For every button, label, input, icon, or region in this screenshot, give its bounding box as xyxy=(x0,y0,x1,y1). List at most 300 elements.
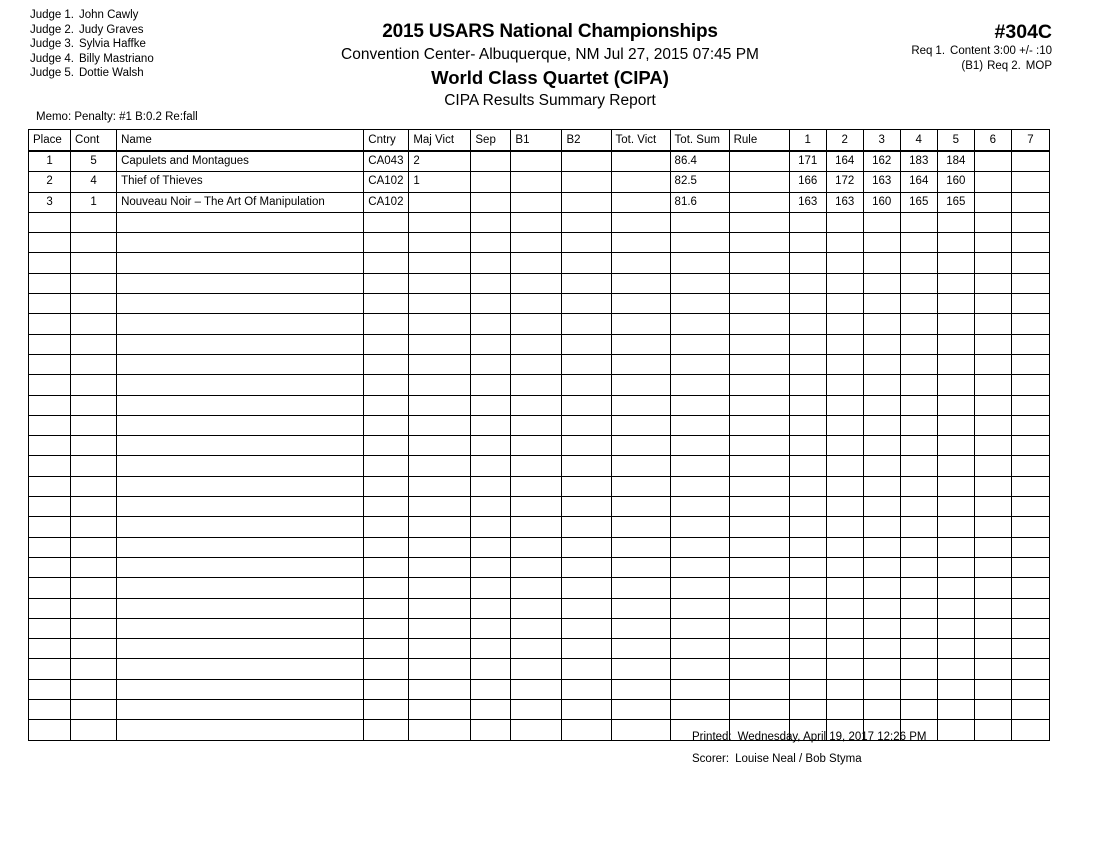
cell-empty xyxy=(611,314,670,334)
cell-empty xyxy=(511,253,562,273)
cell-empty xyxy=(611,700,670,720)
column-header-7: 7 xyxy=(1011,130,1049,152)
judge-number: 4. xyxy=(64,52,74,65)
cell-empty xyxy=(974,639,1011,659)
cell-empty xyxy=(670,578,729,598)
cell-empty xyxy=(729,294,789,314)
cell-empty xyxy=(117,659,364,679)
cell-empty xyxy=(789,537,826,557)
cell-empty xyxy=(511,598,562,618)
cell-empty xyxy=(409,415,471,435)
cell-empty xyxy=(364,253,409,273)
cell-empty xyxy=(117,395,364,415)
cell-judge-score-3: 163 xyxy=(863,172,900,192)
cell-empty xyxy=(1011,476,1049,496)
cell-empty xyxy=(974,456,1011,476)
cell-empty xyxy=(789,233,826,253)
cell-empty xyxy=(900,598,937,618)
requirement-line xyxy=(907,44,1052,59)
table-row xyxy=(29,172,1050,192)
cell-empty xyxy=(611,436,670,456)
cell-empty xyxy=(471,294,511,314)
cell-empty xyxy=(863,314,900,334)
cell-empty xyxy=(471,639,511,659)
requirement-text: Content 3:00 +/- :10 xyxy=(950,45,1052,57)
requirement-word: Req xyxy=(987,60,1009,72)
printed-label: Printed: xyxy=(692,731,732,743)
column-header-1: 1 xyxy=(789,130,826,152)
cell-empty xyxy=(409,578,471,598)
cell-empty xyxy=(562,395,611,415)
cell-empty xyxy=(471,578,511,598)
cell-empty xyxy=(409,294,471,314)
cell-empty xyxy=(562,375,611,395)
cell-empty xyxy=(364,476,409,496)
cell-empty xyxy=(29,253,71,273)
table-row xyxy=(29,192,1050,212)
judge-entry xyxy=(30,37,154,52)
cell-empty xyxy=(826,497,863,517)
cell-empty xyxy=(29,436,71,456)
cell-empty xyxy=(729,334,789,354)
cell-empty xyxy=(611,720,670,740)
table-row-empty xyxy=(29,375,1050,395)
cell-b2 xyxy=(562,192,611,212)
cell-empty xyxy=(729,415,789,435)
scorer-label: Scorer: xyxy=(692,753,730,765)
cell-empty xyxy=(117,639,364,659)
cell-empty xyxy=(789,354,826,374)
table-row-empty xyxy=(29,334,1050,354)
cell-empty xyxy=(937,537,974,557)
cell-empty xyxy=(826,395,863,415)
cell-empty xyxy=(937,415,974,435)
cell-empty xyxy=(937,497,974,517)
cell-empty xyxy=(117,253,364,273)
report-header xyxy=(250,20,850,112)
cell-empty xyxy=(29,476,71,496)
judges-list xyxy=(30,8,154,81)
results-table-container xyxy=(28,129,1050,741)
cell-empty xyxy=(1011,517,1049,537)
cell-empty xyxy=(937,700,974,720)
cell-empty xyxy=(511,273,562,293)
cell-judge-score-7 xyxy=(1011,192,1049,212)
cell-empty xyxy=(364,618,409,638)
judge-entry xyxy=(30,52,154,67)
cell-empty xyxy=(974,354,1011,374)
cell-empty xyxy=(670,314,729,334)
cell-empty xyxy=(611,679,670,699)
cell-empty xyxy=(826,659,863,679)
table-header-row xyxy=(29,130,1050,152)
cell-empty xyxy=(409,273,471,293)
cell-empty xyxy=(1011,395,1049,415)
cell-empty xyxy=(1011,354,1049,374)
table-row-empty xyxy=(29,557,1050,577)
cell-maj-vict: 1 xyxy=(409,172,471,192)
cell-empty xyxy=(729,476,789,496)
cell-empty xyxy=(511,456,562,476)
cell-empty xyxy=(1011,415,1049,435)
cell-empty xyxy=(789,659,826,679)
cell-empty xyxy=(29,212,71,232)
cell-empty xyxy=(471,436,511,456)
cell-empty xyxy=(611,375,670,395)
cell-empty xyxy=(29,639,71,659)
judge-entry xyxy=(30,8,154,23)
cell-judge-score-4: 165 xyxy=(900,192,937,212)
cell-empty xyxy=(789,557,826,577)
cell-empty xyxy=(29,497,71,517)
cell-empty xyxy=(826,334,863,354)
cell-empty xyxy=(409,375,471,395)
cell-empty xyxy=(900,294,937,314)
cell-empty xyxy=(364,578,409,598)
cell-empty xyxy=(729,436,789,456)
cell-empty xyxy=(471,618,511,638)
column-header-b1: B1 xyxy=(511,130,562,152)
cell-empty xyxy=(71,294,117,314)
cell-empty xyxy=(117,334,364,354)
cell-empty xyxy=(409,456,471,476)
cell-empty xyxy=(863,497,900,517)
cell-empty xyxy=(826,618,863,638)
cell-empty xyxy=(562,618,611,638)
cell-judge-score-6 xyxy=(974,192,1011,212)
table-row-empty xyxy=(29,354,1050,374)
cell-empty xyxy=(729,212,789,232)
cell-empty xyxy=(71,395,117,415)
cell-empty xyxy=(611,212,670,232)
cell-empty xyxy=(863,294,900,314)
cell-empty xyxy=(900,679,937,699)
table-row-empty xyxy=(29,618,1050,638)
cell-empty xyxy=(611,537,670,557)
cell-empty xyxy=(409,598,471,618)
cell-empty xyxy=(863,375,900,395)
cell-empty xyxy=(670,700,729,720)
cell-empty xyxy=(117,212,364,232)
cell-empty xyxy=(364,537,409,557)
cell-empty xyxy=(974,618,1011,638)
cell-empty xyxy=(974,476,1011,496)
cell-empty xyxy=(71,537,117,557)
cell-maj-vict: 2 xyxy=(409,151,471,172)
cell-empty xyxy=(562,700,611,720)
cell-empty xyxy=(974,436,1011,456)
cell-empty xyxy=(863,273,900,293)
cell-empty xyxy=(937,395,974,415)
cell-empty xyxy=(863,212,900,232)
cell-empty xyxy=(826,557,863,577)
cell-empty xyxy=(1011,720,1049,740)
cell-empty xyxy=(611,639,670,659)
cell-empty xyxy=(937,294,974,314)
cell-empty xyxy=(826,375,863,395)
cell-tot-vict xyxy=(611,151,670,172)
cell-judge-score-5: 160 xyxy=(937,172,974,192)
cell-empty xyxy=(826,679,863,699)
cell-empty xyxy=(789,334,826,354)
cell-empty xyxy=(471,679,511,699)
cell-empty xyxy=(670,537,729,557)
cell-empty xyxy=(974,578,1011,598)
cell-judge-score-2: 172 xyxy=(826,172,863,192)
cell-empty xyxy=(29,578,71,598)
column-header-maj-vict: Maj Vict xyxy=(409,130,471,152)
cell-empty xyxy=(409,354,471,374)
cell-empty xyxy=(29,659,71,679)
cell-empty xyxy=(1011,253,1049,273)
cell-empty xyxy=(29,415,71,435)
cell-empty xyxy=(670,659,729,679)
cell-empty xyxy=(611,497,670,517)
cell-empty xyxy=(71,456,117,476)
cell-empty xyxy=(937,253,974,273)
cell-empty xyxy=(974,415,1011,435)
cell-empty xyxy=(789,253,826,273)
requirement-prefix: (B1) xyxy=(961,60,984,72)
cell-empty xyxy=(364,557,409,577)
cell-empty xyxy=(974,233,1011,253)
cell-empty xyxy=(611,517,670,537)
meet-title: 2015 USARS National Championships xyxy=(382,21,718,42)
cell-empty xyxy=(670,233,729,253)
cell-empty xyxy=(562,598,611,618)
cell-empty xyxy=(409,557,471,577)
cell-tot-sum: 82.5 xyxy=(670,172,729,192)
judge-entry xyxy=(30,66,154,81)
cell-empty xyxy=(471,415,511,435)
cell-empty xyxy=(71,679,117,699)
cell-empty xyxy=(71,212,117,232)
cell-empty xyxy=(670,456,729,476)
memo-text: Memo: Penalty: #1 B:0.2 Re:fall xyxy=(36,111,198,123)
cell-empty xyxy=(409,334,471,354)
cell-empty xyxy=(974,334,1011,354)
cell-empty xyxy=(1011,314,1049,334)
cell-empty xyxy=(511,720,562,740)
table-row xyxy=(29,151,1050,172)
cell-empty xyxy=(863,517,900,537)
cell-empty xyxy=(364,679,409,699)
cell-empty xyxy=(611,233,670,253)
cell-empty xyxy=(974,314,1011,334)
cell-empty xyxy=(789,639,826,659)
judge-number: 3. xyxy=(64,38,74,51)
cell-empty xyxy=(471,497,511,517)
cell-empty xyxy=(117,497,364,517)
cell-empty xyxy=(974,497,1011,517)
cell-judge-score-1: 163 xyxy=(789,192,826,212)
cell-empty xyxy=(409,233,471,253)
cell-empty xyxy=(409,314,471,334)
cell-empty xyxy=(789,314,826,334)
cell-empty xyxy=(29,598,71,618)
cell-empty xyxy=(789,294,826,314)
cell-empty xyxy=(1011,578,1049,598)
cell-empty xyxy=(863,456,900,476)
cell-empty xyxy=(1011,294,1049,314)
cell-empty xyxy=(974,557,1011,577)
cell-empty xyxy=(826,700,863,720)
cell-empty xyxy=(1011,273,1049,293)
judge-number: 5. xyxy=(64,67,74,80)
column-header-rule: Rule xyxy=(729,130,789,152)
cell-empty xyxy=(937,679,974,699)
cell-empty xyxy=(789,598,826,618)
cell-empty xyxy=(937,618,974,638)
cell-empty xyxy=(562,436,611,456)
cell-empty xyxy=(670,375,729,395)
cell-empty xyxy=(729,233,789,253)
cell-empty xyxy=(900,700,937,720)
table-row-empty xyxy=(29,233,1050,253)
cell-empty xyxy=(71,659,117,679)
cell-empty xyxy=(562,578,611,598)
cell-empty xyxy=(1011,679,1049,699)
cell-empty xyxy=(900,557,937,577)
cell-empty xyxy=(364,334,409,354)
cell-empty xyxy=(863,557,900,577)
column-header-cntry: Cntry xyxy=(364,130,409,152)
cell-empty xyxy=(789,679,826,699)
cell-judge-score-7 xyxy=(1011,151,1049,172)
cell-empty xyxy=(863,476,900,496)
cell-empty xyxy=(364,659,409,679)
cell-empty xyxy=(937,375,974,395)
table-row-empty xyxy=(29,273,1050,293)
judge-name: Dottie Walsh xyxy=(78,67,144,80)
cell-empty xyxy=(71,517,117,537)
cell-empty xyxy=(670,598,729,618)
cell-empty xyxy=(409,720,471,740)
cell-empty xyxy=(863,679,900,699)
cell-empty xyxy=(789,700,826,720)
cell-empty xyxy=(562,253,611,273)
table-row-empty xyxy=(29,294,1050,314)
table-row-empty xyxy=(29,679,1050,699)
cell-name: Nouveau Noir – The Art Of Manipulation xyxy=(117,192,364,212)
cell-empty xyxy=(900,233,937,253)
cell-empty xyxy=(974,517,1011,537)
cell-b2 xyxy=(562,172,611,192)
cell-empty xyxy=(364,294,409,314)
cell-empty xyxy=(29,679,71,699)
cell-empty xyxy=(562,334,611,354)
cell-empty xyxy=(511,618,562,638)
cell-empty xyxy=(670,476,729,496)
cell-empty xyxy=(729,578,789,598)
cell-empty xyxy=(789,578,826,598)
cell-b1 xyxy=(511,172,562,192)
cell-empty xyxy=(511,578,562,598)
judge-name: John Cawly xyxy=(78,9,139,21)
cell-empty xyxy=(471,334,511,354)
cell-empty xyxy=(117,537,364,557)
cell-empty xyxy=(729,598,789,618)
column-header-3: 3 xyxy=(863,130,900,152)
cell-empty xyxy=(900,253,937,273)
cell-empty xyxy=(729,253,789,273)
column-header-name: Name xyxy=(117,130,364,152)
cell-empty xyxy=(937,354,974,374)
cell-empty xyxy=(511,212,562,232)
cell-empty xyxy=(511,375,562,395)
report-footer xyxy=(692,726,926,770)
cell-tot-vict xyxy=(611,172,670,192)
cell-empty xyxy=(729,659,789,679)
report-subtitle: CIPA Results Summary Report xyxy=(444,92,656,109)
cell-empty xyxy=(611,578,670,598)
cell-empty xyxy=(729,456,789,476)
cell-empty xyxy=(511,415,562,435)
cell-empty xyxy=(670,212,729,232)
cell-empty xyxy=(409,212,471,232)
cell-empty xyxy=(29,517,71,537)
cell-empty xyxy=(611,415,670,435)
cell-empty xyxy=(471,375,511,395)
cell-empty xyxy=(826,415,863,435)
cell-empty xyxy=(937,456,974,476)
cell-tot-sum: 86.4 xyxy=(670,151,729,172)
cell-empty xyxy=(826,517,863,537)
table-body xyxy=(29,151,1050,740)
table-row-empty xyxy=(29,476,1050,496)
cell-empty xyxy=(974,212,1011,232)
cell-empty xyxy=(974,537,1011,557)
cell-empty xyxy=(117,517,364,537)
cell-empty xyxy=(29,456,71,476)
cell-empty xyxy=(1011,212,1049,232)
judge-name: Judy Graves xyxy=(78,23,144,36)
cell-judge-score-2: 163 xyxy=(826,192,863,212)
table-row-empty xyxy=(29,537,1050,557)
cell-empty xyxy=(670,618,729,638)
cell-empty xyxy=(863,659,900,679)
cell-empty xyxy=(863,618,900,638)
cell-empty xyxy=(409,618,471,638)
cell-empty xyxy=(1011,456,1049,476)
cell-empty xyxy=(900,517,937,537)
cell-empty xyxy=(117,354,364,374)
cell-empty xyxy=(471,476,511,496)
cell-empty xyxy=(364,598,409,618)
cell-place: 1 xyxy=(29,151,71,172)
cell-empty xyxy=(117,273,364,293)
cell-empty xyxy=(117,476,364,496)
scorer-line xyxy=(692,748,926,770)
cell-empty xyxy=(789,618,826,638)
cell-empty xyxy=(729,497,789,517)
cell-empty xyxy=(670,557,729,577)
cell-empty xyxy=(729,639,789,659)
cell-empty xyxy=(29,334,71,354)
cell-empty xyxy=(562,314,611,334)
cell-empty xyxy=(670,639,729,659)
cell-empty xyxy=(611,618,670,638)
cell-empty xyxy=(974,273,1011,293)
cell-empty xyxy=(71,436,117,456)
cell-empty xyxy=(900,273,937,293)
cell-empty xyxy=(789,436,826,456)
cell-name: Thief of Thieves xyxy=(117,172,364,192)
cell-empty xyxy=(511,436,562,456)
results-table xyxy=(28,129,1050,741)
cell-empty xyxy=(863,395,900,415)
cell-empty xyxy=(611,395,670,415)
